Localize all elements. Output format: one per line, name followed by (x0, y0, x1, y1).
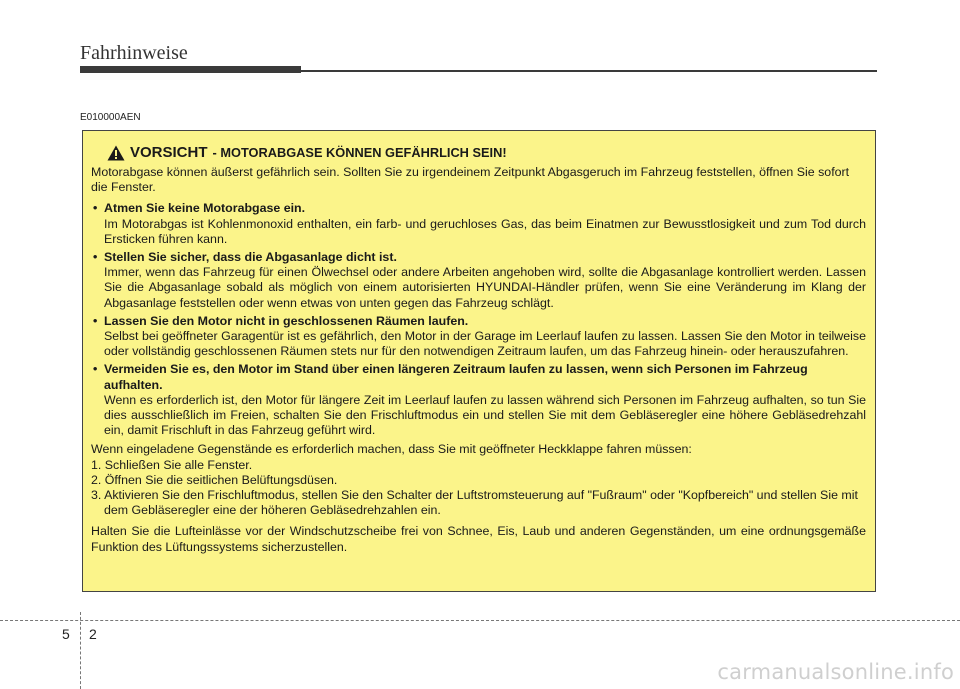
warning-bullet (91, 362, 866, 438)
instruction-steps (91, 458, 866, 519)
header-rule-thick (80, 66, 301, 73)
warning-closing: Halten Sie die Lufteinlässe vor der Windschutzscheibe frei von Schnee, Eis, Laub und anderen Gegenständen, um eine ordnungsgemäße Funktion des Lüftungssystems sicherzustellen. (91, 524, 866, 554)
warning-bullet (91, 250, 866, 311)
warning-triangle-icon (107, 145, 125, 161)
bullet-heading: • Vermeiden Sie es, den Motor im Stand über einen längeren Zeitraum laufen zu lassen, wenn sich Personen im Fahrzeug aufhalten. (91, 362, 866, 392)
warning-heading (107, 142, 866, 164)
instructions-lead: Wenn eingeladene Gegenstände es erforderlich machen, dass Sie mit geöffneter Heckklappe fahren müssen: (91, 442, 692, 457)
bullet-body: Selbst bei geöffneter Garagentür ist es gefährlich, den Motor in der Garage im Leerlauf laufen zu lassen. Lassen Sie den Motor in teilweise oder vollständig geschlossenen Räumen stets nur für den notwendigen Zeitraum laufen, um das Fahrzeug hinein- oder herauszufahren. (104, 329, 866, 359)
header-rule-thin (301, 70, 877, 72)
footer-vertical-dashed-line (80, 612, 81, 689)
warning-title: - MOTORABGASE KÖNNEN GEFÄHRLICH SEIN! (212, 145, 507, 161)
bullet-heading: • Stellen Sie sicher, dass die Abgasanlage dicht ist. (91, 250, 866, 265)
page-number: 2 (89, 626, 97, 642)
warning-box (82, 130, 876, 592)
doc-code: E010000AEN (80, 112, 141, 123)
section-title: Fahrhinweise (80, 42, 188, 64)
watermark: carmanualsonline.info (717, 660, 954, 684)
instruction-step: 1. Schließen Sie alle Fenster. (91, 457, 253, 472)
instruction-step: 2. Öffnen Sie die seitlichen Belüftungsdüsen. (91, 472, 338, 487)
bullet-body: Im Motorabgas ist Kohlenmonoxid enthalten, ein farb- und geruchloses Gas, das beim Einatmen zur Bewusstlosigkeit und zum Tod durch Ersticken führen kann. (104, 216, 866, 246)
footer-dashed-line (0, 620, 960, 621)
warning-intro: Motorabgase können äußerst gefährlich sein. Sollten Sie zu irgendeinem Zeitpunkt Abgasgeruch im Fahrzeug feststellen, öffnen Sie sofort die Fenster. (91, 165, 850, 195)
warning-bullet (91, 201, 866, 247)
warning-bullet-list (91, 201, 866, 438)
bullet-body: Immer, wenn das Fahrzeug für einen Ölwechsel oder andere Arbeiten angehoben wird, sollte die Abgasanlage kontrolliert werden. Lassen Sie die Abgasanlage sobald als möglich von einem autorisierten HYUNDAI-Händler prüfen, wenn Sie eine Veränderung im Klang der Abgasanlage feststellen oder wenn etwas von unten gegen das Fahrzeug schlägt. (104, 265, 866, 310)
warning-signal-word: VORSICHT (130, 144, 208, 162)
warning-bullet (91, 314, 866, 360)
bullet-heading: • Atmen Sie keine Motorabgase ein. (91, 201, 866, 216)
bullet-body: Wenn es erforderlich ist, den Motor für längere Zeit im Leerlauf laufen zu lassen während sich Personen im Fahrzeug aufhalten, so tun Sie dies ausschließlich im Freien, schalten Sie den Frischluftmodus ein und stellen Sie mit dem Gebläseregler eine höhere Gebläsedrehzahl ein, damit Frischluft in das Fahrzeug geführt wird. (104, 392, 866, 438)
instruction-step: 3. Aktivieren Sie den Frischluftmodus, stellen Sie den Schalter der Luftstromsteuerung auf "Fußraum" oder "Kopfbereich" und stellen Sie mit dem Gebläseregler eine der höheren Gebläsedrehzahlen ein. (91, 488, 858, 518)
bullet-heading: • Lassen Sie den Motor nicht in geschlossenen Räumen laufen. (91, 314, 866, 329)
page-chapter-number: 5 (62, 626, 70, 642)
